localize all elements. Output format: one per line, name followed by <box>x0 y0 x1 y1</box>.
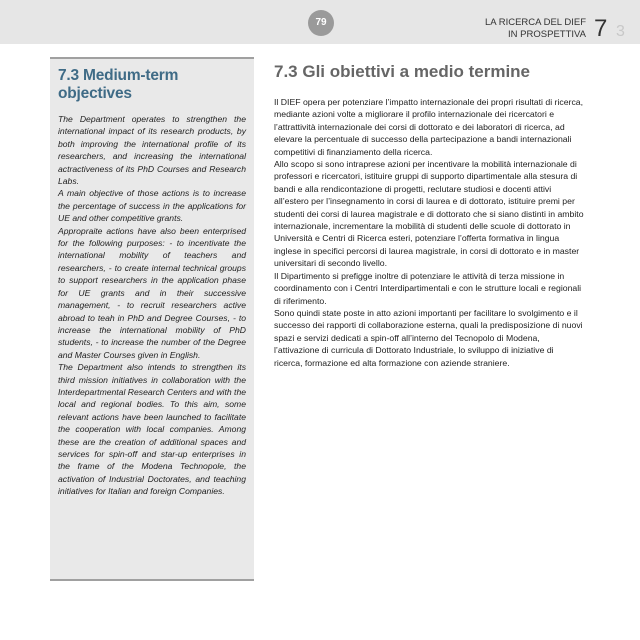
body-paragraph: Il DIEF opera per potenziare l’impatto internazionale dei propri risultati di ricerca, mediante azioni volte a migliorare il profilo internazionale dei ricercatori e l’attrattività internazionale dei corsi di dottorato e dei laboratori di ricerca, ad elevare la percentuale di successo della partecipazione a bandi internazionali competitivi di finanziamento della ricerca. <box>274 97 584 157</box>
sidebar-paragraph: A main objective of those actions is to increase the percentage of success in the applications for UE and other competitive grants. <box>58 188 246 224</box>
page-number-badge: 79 <box>308 10 334 36</box>
chapter-title <box>485 17 586 41</box>
sidebar-paragraph: The Department also intends to strengthen its third mission initiatives in collaboration with the Interdepartmental Research Centers and with the local and regional bodies. To this aim, some relevant actions have been launched to facilitate the cooperation with local companies. Among these are the creation of additional spaces and services for spin-off and star-up enterprises in the frame of the Modena Technopole, the activation of Industrial Doctorates, and teaching initiatives for Italian and foreign Companies. <box>58 362 246 497</box>
body-paragraph: Sono quindi state poste in atto azioni importanti per facilitare lo svolgimento e il successo dei rapporti di collaborazione esterna, quali la predisposizione di nuovi spazi e servizi dedicati a spin-off all’interno del Tecnopolo di Modena, l’attivazione di curricula di Dottorato Industriale, lo sviluppo di iniziative di ricerca, formazione ed alta formazione con aziende straniere. <box>274 307 583 368</box>
sidebar-paragraph: Appropraite actions have also been enterprised for the following purposes: - to incentivate the international mobility of teachers and researchers, - to create internal technical groups to support researchers in the application phase for UE grants and in their successive management, - to recruit researchers active abroad to teah in PhD and Degree Courses, - to increase the international mobility of PhD students, - to increase the number of the Degree and Master Courses given in English. <box>58 225 246 360</box>
section-heading: 7.3 Gli obiettivi a medio termine <box>274 62 531 81</box>
main-column <box>274 62 584 369</box>
body-paragraph: Allo scopo si sono intraprese azioni per incentivare la mobilità internazionale di professori e ricercatori, istituire gruppi di supporto dipartimentale alla stesura di bandi e alla rendicontazione di progetti, reclutare studiosi e docenti attivi all’estero per l’insegnamento in corsi di laurea e di dottorato, istituire premi per studenti dei corsi di laurea magistrale e di dottorato che si siano distinti in ambito internazionale, incrementare la mobilità di studenti delle scuole di dottorato in Università e Centri di Ricerca esteri, potenziare l’offerta formativa in lingua inglese in specifici percorsi di laurea magistrale, in corsi di dottorato e in master universitari di secondo livello. <box>274 159 584 269</box>
chapter-number: 7 <box>594 15 608 42</box>
chapter-title-line1: LA RICERCA DEL DIEF <box>484 17 586 28</box>
chapter-title-line2: IN PROSPETTIVA <box>508 29 586 40</box>
english-summary-box <box>50 57 254 581</box>
chapter-number-ghost: 3 <box>616 23 625 40</box>
sidebar-paragraph: The Department operates to strengthen the international impact of its research products, by both improving the international profile of its researchers, and increasing the international actractiveness of its PhD Courses and Research Labs. <box>58 114 246 187</box>
body-paragraph: Il Dipartimento si prefigge inoltre di potenziare le attività di terza missione in coordinamento con i Centri Interdipartimentali e con le strutture locali e regionali di riferimento. <box>274 270 582 306</box>
sidebar-heading: 7.3 Medium-term objectives <box>58 67 179 102</box>
